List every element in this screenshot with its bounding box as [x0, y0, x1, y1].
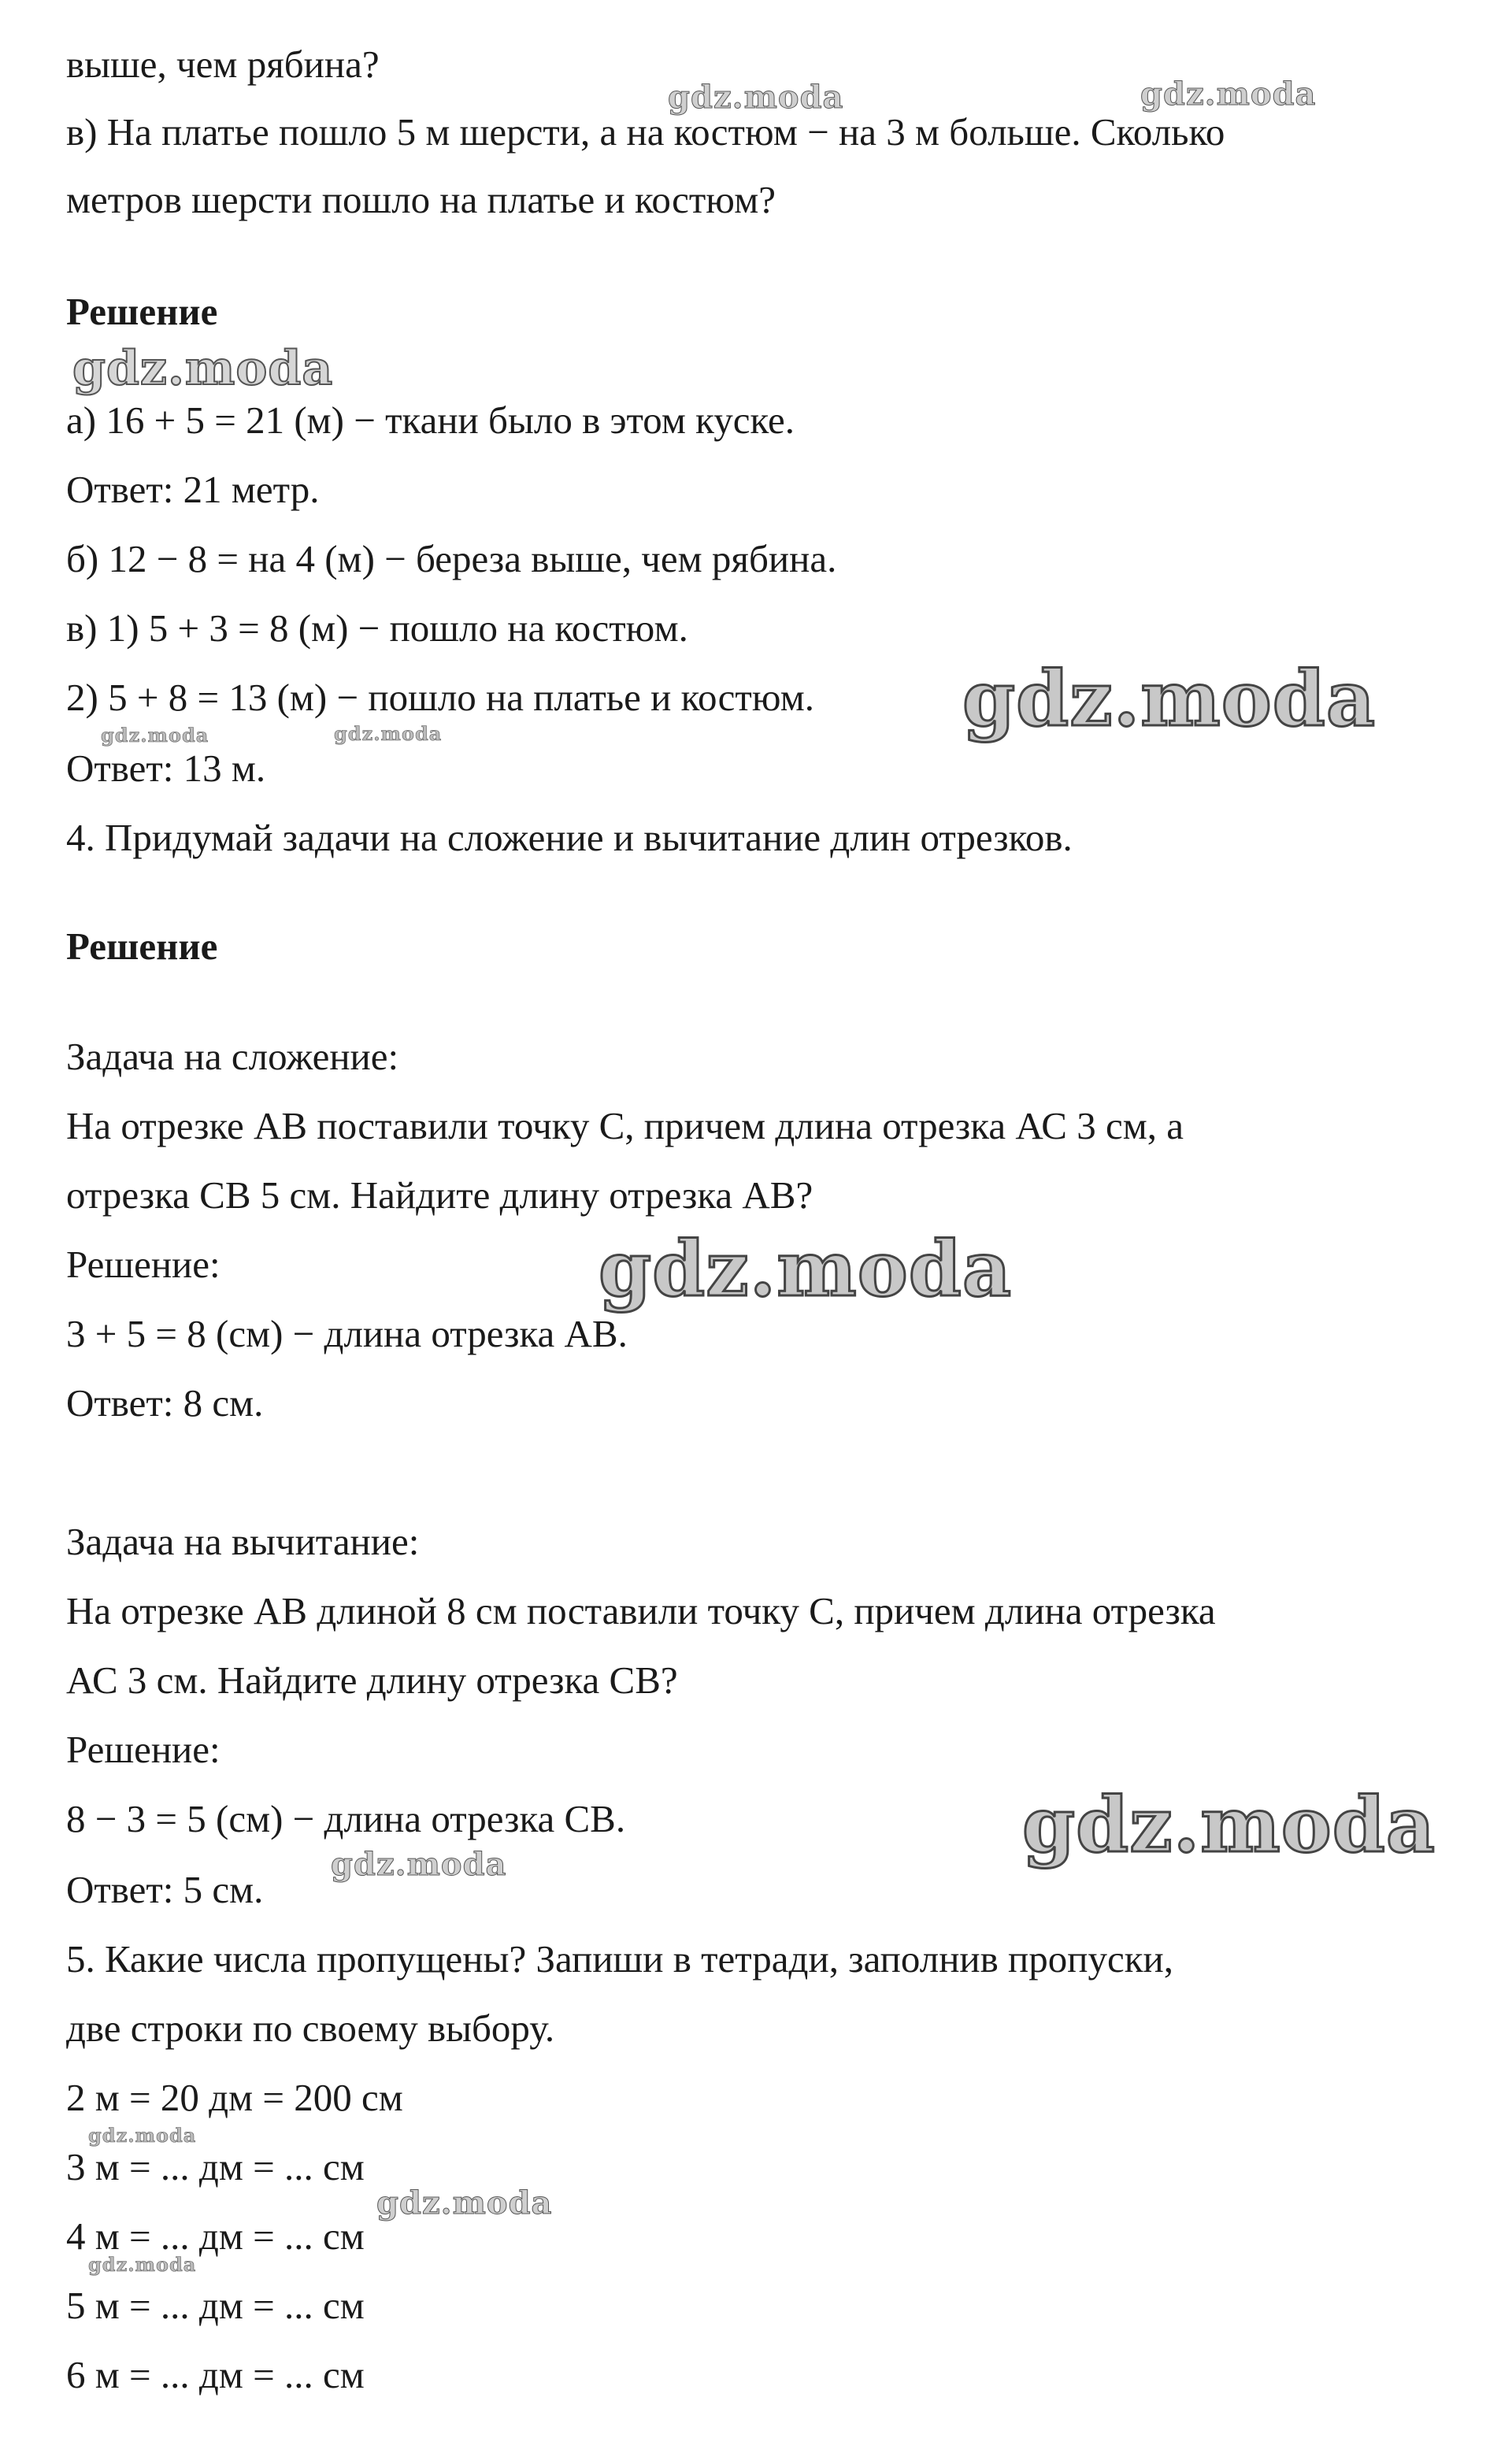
solution-heading: Решение	[66, 290, 218, 333]
text-line: а) 16 + 5 = 21 (м) − ткани было в этом куске.	[66, 398, 795, 442]
watermark: gdz.moda	[1140, 76, 1317, 113]
watermark: gdz.moda	[376, 2184, 553, 2222]
text-line: Задача на сложение:	[66, 1035, 399, 1078]
text-line: Ответ: 5 см.	[66, 1868, 264, 1911]
watermark: gdz.moda	[334, 722, 443, 745]
task-heading: 4. Придумай задачи на сложение и вычитание длин отрезков.	[66, 816, 1073, 859]
solution-heading: Решение	[66, 925, 218, 968]
text-line: Решение:	[66, 1728, 220, 1771]
text-line: в) 1) 5 + 3 = 8 (м) − пошло на костюм.	[66, 606, 688, 650]
text-line: На отрезке АВ длиной 8 см поставили точку С, причем длина отрезка	[66, 1589, 1216, 1632]
watermark: gdz.moda	[1022, 1781, 1436, 1869]
watermark: gdz.moda	[88, 2124, 197, 2147]
text-line: 3 м = ... дм = ... см	[66, 2145, 365, 2188]
text-line: 3 + 5 = 8 (см) − длина отрезка АВ.	[66, 1312, 628, 1355]
text-line: Ответ: 13 м.	[66, 747, 266, 790]
text-line: Решение:	[66, 1243, 220, 1286]
task-heading: 5. Какие числа пропущены? Запиши в тетради, заполнив пропуски,	[66, 1937, 1173, 1981]
text-line: б) 12 − 8 = на 4 (м) − береза выше, чем рябина.	[66, 537, 837, 580]
text-line: в) На платье пошло 5 м шерсти, а на костюм − на 3 м больше. Сколько	[66, 110, 1225, 154]
watermark: gdz.moda	[962, 654, 1377, 743]
text-line: Ответ: 8 см.	[66, 1381, 264, 1425]
watermark: gdz.moda	[88, 2253, 197, 2276]
text-line: Задача на вычитание:	[66, 1520, 420, 1563]
text-line: 8 − 3 = 5 (см) − длина отрезка СВ.	[66, 1797, 626, 1840]
text-line: метров шерсти пошло на платье и костюм?	[66, 178, 776, 221]
text-line: две строки по своему выбору.	[66, 2007, 555, 2050]
text-line: 4 м = ... дм = ... см	[66, 2214, 365, 2258]
watermark: gdz.moda	[331, 1846, 507, 1883]
watermark: gdz.moda	[598, 1225, 1013, 1314]
text-line: 5 м = ... дм = ... см	[66, 2284, 365, 2327]
text-line: отрезка СВ 5 см. Найдите длину отрезка АВ?	[66, 1173, 813, 1217]
text-line: Ответ: 21 метр.	[66, 468, 320, 511]
watermark: gdz.moda	[72, 341, 334, 396]
text-line: АС 3 см. Найдите длину отрезка СВ?	[66, 1658, 678, 1702]
text-line: 2) 5 + 8 = 13 (м) − пошло на платье и костюм.	[66, 676, 815, 719]
text-line: 6 м = ... дм = ... см	[66, 2353, 365, 2396]
text-line: выше, чем рябина?	[66, 43, 380, 86]
watermark: gdz.moda	[101, 724, 209, 747]
text-line: 2 м = 20 дм = 200 см	[66, 2076, 403, 2119]
text-line: На отрезке АВ поставили точку С, причем длина отрезка АС 3 см, а	[66, 1104, 1184, 1147]
watermark: gdz.moda	[668, 79, 844, 116]
